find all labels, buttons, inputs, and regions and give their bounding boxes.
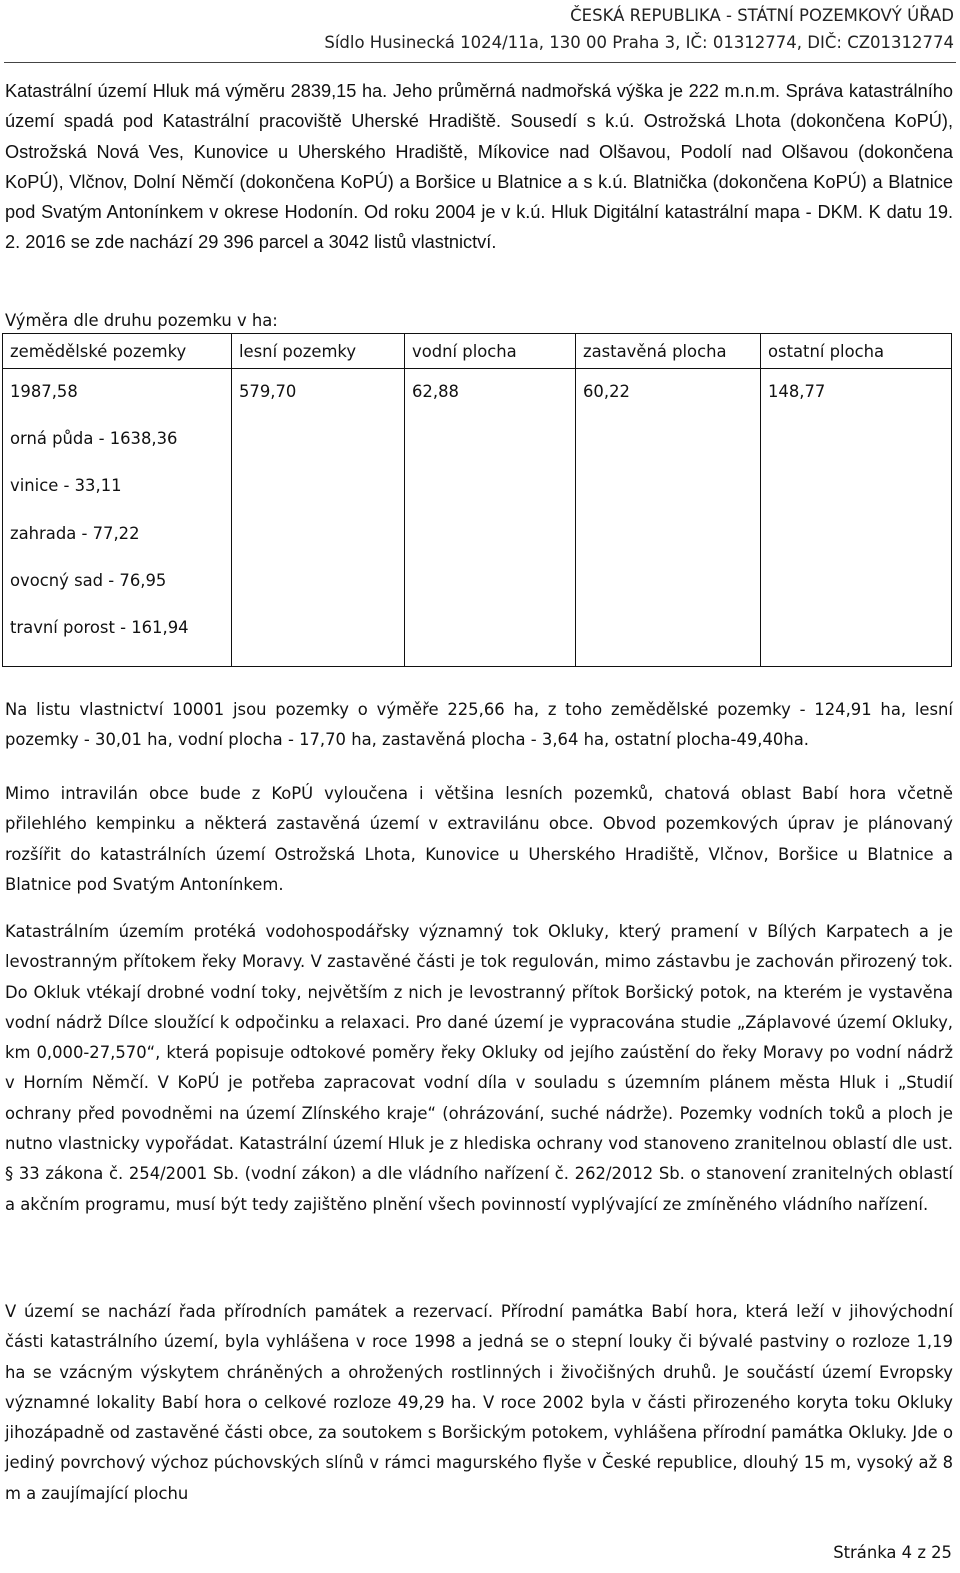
header-rule	[4, 62, 956, 63]
exclusion-paragraph: Mimo intravilán obce bude z KoPÚ vyloučena i většina lesních pozemků, chatová oblast Babí hora včetně přilehlého kempinku a některá zastavěná území v extravilánu obce. Obvod pozemkových úprav je plánovaný rozšířit do katastrálních území Ostrožská Lhota, Kunovice u Uherského Hradiště, Vlčnov, Boršice u Blatnice a Blatnice pod Svatým Antonínkem.	[5, 784, 953, 894]
nature-paragraph: V území se nachází řada přírodních památek a rezervací. Přírodní památka Babí hora, která leží v jihovýchodní části katastrálního území, byla vyhlášena v roce 1998 a jedná se o stepní louky či bývalé pastviny o rozloze 1,19 ha se vzácným výskytem chráněných a ohrožených rostlinných i živočišných druhů. Je součástí území Evropsky významné lokality Babí hora o celkové rozloze 49,29 ha. V roce 2002 byla v části přirozeného koryta toku Okluky jihozápadně od zastavěné části obce, za soutokem s Boršickým potokem, vyhlášena přírodní památka Okluky. Jde o jediný povrchový výchoz púchovských slínů v rámci magurského flyše v České republice, dlouhý 15 m, vysoký až 8 m a zaujímající plochu	[5, 1302, 953, 1503]
header-forest: lesní pozemky	[232, 334, 405, 369]
header-water: vodní plocha	[405, 334, 576, 369]
water-paragraph: Katastrálním územím protéká vodohospodářsky významný tok Okluky, který pramení v Bílých Karpatech a je levostranným přítokem řeky Moravy. V zastavěné části je tok regulován, mimo zástavbu je zachován přirozený tok. Do Okluk vtékají drobné vodní toky, největším z nich je levostranný přítok Boršický potok, na kterém je vystavěna vodní nádrž Dílce sloužící k odpočinku a relaxaci. Pro dané území je vypracována studie „Záplavové území Okluky, km 0,000-27,570“, která popisuje odtokové poměry řeky Okluky od jejího zaústění do řeky Moravy po vodní nádrž v Horním Němčí. V KoPÚ je potřeba zapracovat vodní díla v souladu s územním plánem města Hluk i „Studií ochrany před povodněmi na území Zlínského kraje“ (ohrázování, suché nádrže). Pozemky vodních toků a ploch je nutno vlastnicky vypořádat. Katastrální území Hluk je z hlediska ochrany vod stanoveno zranitelnou oblastí dle ust. § 33 zákona č. 254/2001 Sb. (vodní zákon) a dle vládního nařízení č. 262/2012 Sb. o stanovení zranitelných oblastí a akčním programu, musí být tedy zajištěno plnění všech povinností vyplývající ze zmíněného vládního nařízení.	[5, 922, 953, 1214]
agricultural-cell	[3, 369, 232, 667]
header-office-address: Sídlo Husinecká 1024/11a, 130 00 Praha 3, IČ: 01312774, DIČ: CZ01312774	[324, 33, 954, 52]
table-header-row	[3, 334, 952, 369]
agricultural-total: 1987,58	[10, 382, 78, 401]
built-up-value: 60,22	[583, 382, 630, 401]
header-other: ostatní plocha	[761, 334, 952, 369]
ownership-paragraph: Na listu vlastnictví 10001 jsou pozemky o výměře 225,66 ha, z toho zemědělské pozemky - 124,91 ha, lesní pozemky - 30,01 ha, vodní plocha - 17,70 ha, zastavěná plocha - 3,64 ha, ostatní plocha-49,40ha.	[5, 700, 953, 750]
page-header	[324, 2, 954, 56]
gardens: zahrada - 77,22	[10, 523, 140, 543]
water-value: 62,88	[412, 382, 459, 401]
table-caption: Výměra dle druhu pozemku v ha:	[5, 311, 278, 330]
built-up-cell	[576, 369, 761, 667]
other-value: 148,77	[768, 382, 826, 401]
water-cell	[405, 369, 576, 667]
header-built-up: zastavěná plocha	[576, 334, 761, 369]
other-cell	[761, 369, 952, 667]
forest-value: 579,70	[239, 382, 297, 401]
forest-cell	[232, 369, 405, 667]
vineyards: vinice - 33,11	[10, 476, 122, 496]
land-area-table	[2, 333, 952, 667]
page-number: Stránka 4 z 25	[833, 1543, 952, 1562]
header-agricultural: zemědělské pozemky	[3, 334, 232, 369]
grassland: travní porost - 161,94	[10, 617, 189, 637]
arable-land: orná půda - 1638,36	[10, 429, 178, 449]
intro-paragraph: Katastrální území Hluk má výměru 2839,15 ha. Jeho průměrná nadmořská výška je 222 m.n.m. Správa katastrálního území spadá pod Katastrální pracoviště Uherské Hradiště. Sousedí s k.ú. Ostrožská Lhota (dokončena KoPÚ), Ostrožská Nová Ves, Kunovice u Uherského Hradiště, Míkovice nad Olšavou, Podolí nad Olšavou (dokončena KoPÚ), Vlčnov, Dolní Němčí (dokončena KoPÚ) a Boršice u Blatnice a s k.ú. Blatnička (dokončena KoPÚ) a Blatnice pod Svatým Antonínkem v okrese Hodonín. Od roku 2004 je v k.ú. Hluk Digitální katastrální mapa - DKM. K datu 19. 2. 2016 se zde nachází 29 396 parcel a 3042 listů vlastnictví.	[5, 81, 953, 253]
header-office-name: ČESKÁ REPUBLIKA - STÁTNÍ POZEMKOVÝ ÚŘAD	[570, 6, 954, 25]
table-row	[3, 369, 952, 667]
orchards: ovocný sad - 76,95	[10, 570, 167, 590]
